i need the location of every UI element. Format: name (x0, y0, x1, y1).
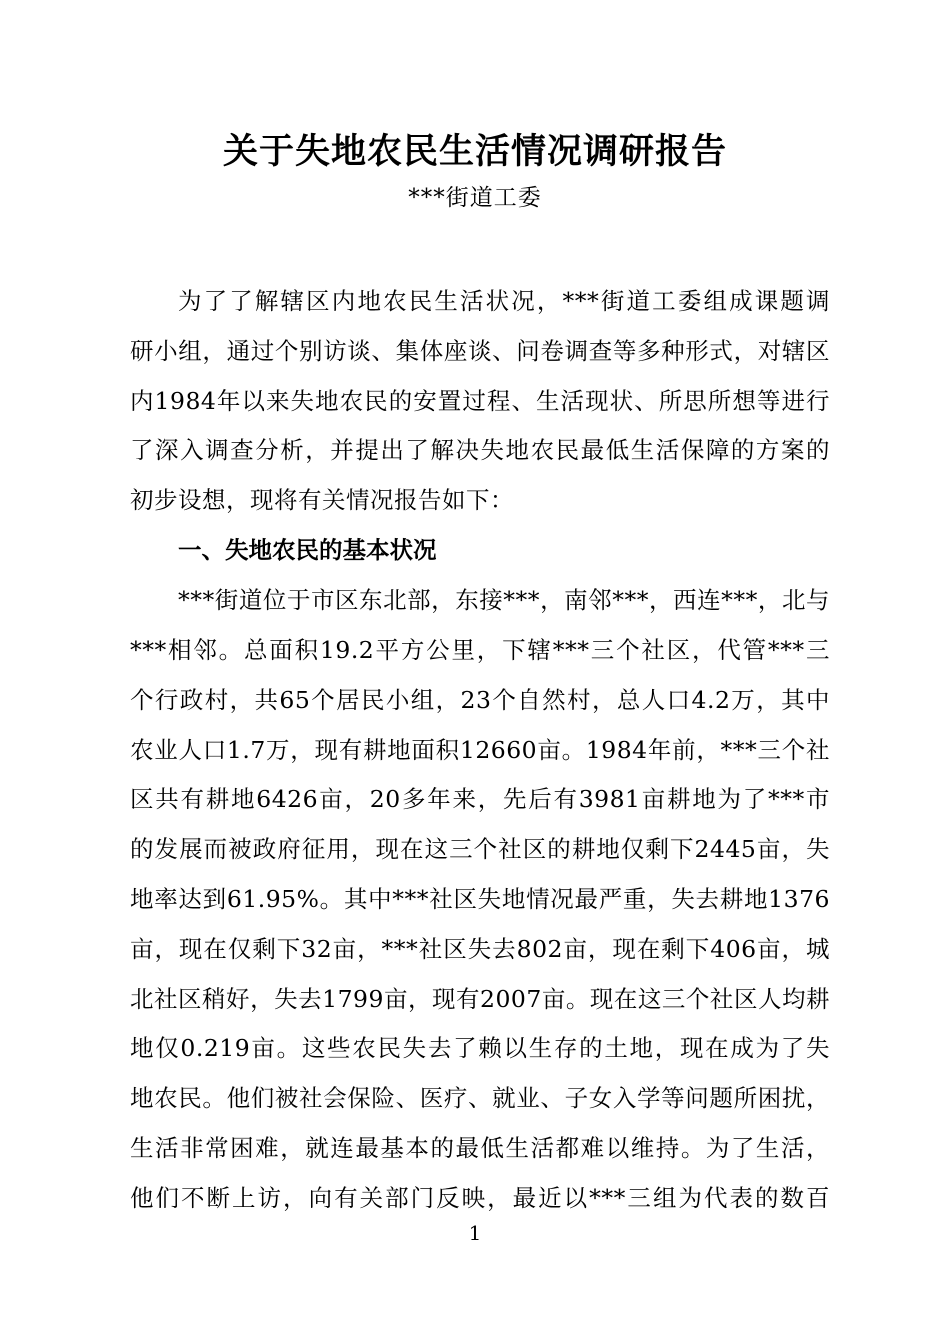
paragraph2-line: 区共有耕地6426亩，20多年来，先后有3981亩耕地为了***市 (130, 785, 830, 813)
paragraph2-line: 的发展而被政府征用，现在这三个社区的耕地仅剩下2445亩，失 (130, 835, 830, 863)
paragraph1-line: 研小组，通过个别访谈、集体座谈、问卷调查等多种形式，对辖区 (130, 337, 830, 365)
paragraph1-line: 为了了解辖区内地农民生活状况，***街道工委组成课题调 (178, 287, 830, 315)
paragraph2-line: 北社区稍好，失去1799亩，现有2007亩。现在这三个社区人均耕 (130, 985, 830, 1013)
document-title: 关于失地农民生活情况调研报告 (222, 132, 727, 172)
paragraph1-line: 初步设想，现将有关情况报告如下： (130, 486, 514, 514)
page-number: 1 (468, 1221, 482, 1245)
paragraph2-line: 农业人口1.7万，现有耕地面积12660亩。1984年前，***三个社 (130, 736, 830, 764)
paragraph2-line: ***街道位于市区东北部，东接***，南邻***，西连***，北与 (178, 586, 830, 614)
paragraph2-line: 他们不断上访，向有关部门反映，最近以***三组为代表的数百 (130, 1184, 830, 1212)
paragraph2-line: 地率达到61.95%。其中***社区失地情况最严重，失去耕地1376 (130, 885, 830, 913)
paragraph2-line: 地农民。他们被社会保险、医疗、就业、子女入学等问题所困扰， (130, 1084, 830, 1112)
document-author: ***街道工委 (408, 185, 542, 211)
paragraph1-line: 内1984年以来失地农民的安置过程、生活现状、所思所想等进行 (130, 387, 830, 415)
paragraph2-line: ***相邻。总面积19.2平方公里，下辖***三个社区，代管***三 (130, 636, 830, 664)
paragraph2-line: 亩，现在仅剩下32亩，***社区失去802亩，现在剩下406亩，城 (130, 935, 830, 963)
paragraph2-line: 个行政村，共65个居民小组，23个自然村，总人口4.2万，其中 (130, 686, 830, 714)
paragraph2-line: 生活非常困难，就连最基本的最低生活都难以维持。为了生活， (130, 1134, 830, 1162)
paragraph1-line: 了深入调查分析，并提出了解决失地农民最低生活保障的方案的 (130, 436, 830, 464)
section-heading: 一、失地农民的基本状况 (178, 536, 437, 564)
paragraph2-line: 地仅0.219亩。这些农民失去了赖以生存的土地，现在成为了失 (130, 1034, 830, 1062)
